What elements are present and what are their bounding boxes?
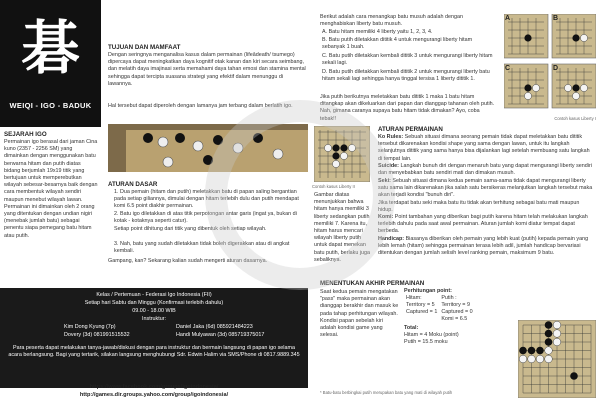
total-putih: Putih = 15.5 moku <box>404 339 448 345</box>
tujuan-body-2: Hal tersebut dapat diperoleh dengan lamanya jam terbang dalam berlatih igo. <box>108 103 293 109</box>
capture-outro: Jika putih berikutnya meletakkan batu dititik 1 maka 1 batu hitam ditangkap akan dikeluarkan dari papan dan dianggap tahanan oleh putih. Nah, gimana caranya supaya batu hitam tidak dimakan? Ayo, coba tebak!! <box>320 94 495 122</box>
rule-text: Point tambahan yang diberikan bagi putih karena hitam telah melakukan langkah terlebih dahulu pada saat awal permainan. Aturan jumlah komi diatur tempat dapat berbeda. <box>378 214 588 235</box>
calc-putih-komi: Komi = 6.5 <box>441 316 468 322</box>
aturan-item: 3. Nah, batu yang sudah diletakkan tidak boleh digerakkan atau di angkat kembali. <box>114 241 290 255</box>
instructor: Kim Dong Kyung (7p) <box>64 324 116 330</box>
stone-white <box>163 157 173 167</box>
calc-hitam-label: Hitam: <box>406 295 422 301</box>
capture-item: D. Batu putih diletakkan kembali dititik 2 untuk mengurangi liberty batu hitam sekali lagi sehingga hanya tinggal tersisa 1 liberty dititik 1. <box>322 69 490 83</box>
aturan-item: 2. Batu igo diletakkan di atas titik perpotongan antar garis (ingat ya, bukan di kotak - kotaknya seperti catur). <box>114 211 297 225</box>
instructor: Daniel Jaka (6d) 085921484223 <box>176 324 253 330</box>
capture-item: C. Batu putih diletakkan kembali dititik 3 untuk mengurangi liberty hitam sekali lagi. <box>322 53 493 67</box>
liberty-board-a <box>504 14 548 58</box>
instructor-title: Instruktur: <box>142 316 166 322</box>
instructor: Handi Mulyawan (3d) 085719375017 <box>176 332 265 338</box>
rule-seki <box>378 178 594 200</box>
rule-text: Sebuah situasi dimana seorang pemain tidak dapat meletakkan batu dititik tersebut dikarenakan kondisi shape yang sama dengan lawan, untuk itu langkah selanjutnya dititik yang sama hanya bisa dijalankan lagi setelah membuang satu langkah di tempat lain. <box>378 134 590 162</box>
calc-putih-territory: Territory = 9 <box>441 302 470 308</box>
rule-text: Jika terdapat batu seki maka batu itu tidak akan terhitung sebagai batu mati maupun hidup. <box>378 200 580 214</box>
calc-hitam-captured: Captured = 1 <box>406 309 438 315</box>
total-hitam: Hitam = 4 Moku (point) <box>404 332 459 338</box>
aturan-permainan-title: ATURAN PERMAINAN <box>378 126 443 133</box>
go-kanji-logo: 碁 <box>21 14 80 82</box>
schedule-line1: Kelas / Pertemuan - Federasi Igo Indonesia (FII) <box>96 292 212 298</box>
aturan-dasar-title: ATURAN DASAR <box>108 181 158 188</box>
copyright-watermark <box>205 100 395 290</box>
rule-handicap <box>378 236 594 258</box>
aturan-item: 1. Dua pemain (hitam dan putih) meletakkan batu di papan saling bergantian pada setiap giliannya, dimulai dengan hitam terlebih dulu dan putih mendapat komi 6.5 point diakhir permainan. <box>114 189 299 210</box>
liberty-ii-body: Gambar diatas menunjukkan bahwa hitam hanya memiliki 3 liberty sedangkan putih memiliki 7. Karena itu, hitam harus mencari wilayah liberty putih untuk dapat menekan batu putih, berlaku juga sebaliknya. <box>314 192 371 263</box>
calc-title: Perhitungan point: <box>404 288 452 294</box>
capture-item: B. Batu putih diletakkan dititik 4 untuk mengurangi liberty hitam sebanyak 1 buah. <box>322 37 473 51</box>
rule-term: Komi: <box>378 214 394 220</box>
rule-text: Biasanya diberikan oleh pemain yang lebih kuat (putih) kepada pemain yang lebih lemah (hitam) sehingga permainan terasa lebih adil, jumlah handicap bervariasi ditentukan dengan jumlah selisih level ranking pemain, maksimum 9 batu. <box>378 236 589 257</box>
stone-black <box>143 133 153 143</box>
rule-term: Suicide: <box>378 163 399 169</box>
liberty-board-d <box>552 64 596 108</box>
logo-subtitle: WEIQI - IGO - BADUK <box>9 101 92 110</box>
calc-hitam-territory: Territory = 5 <box>406 302 435 308</box>
calc-table <box>404 295 475 323</box>
yahoo-link[interactable]: http://games.dir.groups.yahoo.com/group/igoindonesia/ <box>79 392 229 398</box>
stone-white <box>193 141 203 151</box>
rule-text: Sebuah situasi dimana kedua pemain sama-sama tidak dapat mengurangi liberty satu sama lain dikarenakan jika salah satu bersikeras melanjutkan langkah tersebut maka akan terjadi kondisi "bunuh diri". <box>378 178 593 199</box>
sejarah-body: Permainan igo berasal dari jaman Cina kuno (2357 - 2256 SM) yang dimainkan dengan menggunakan batu berwarna hitam dan putih diatas bidang berjumlah 19x19 titik yang bertujuan untuk memperebutkan wilayah sebesar-besarnya baik dengan cara membentuk wilayah sendiri maupun menebut wilayah lawan. Permainan ini dimainkan oleh 2 orang yang ditentukan dengan undian nigiri (menebak jumlah batu) sebagai penentu siapa pemegang batu hitam atau putih. <box>4 139 98 239</box>
stone-white <box>158 137 168 147</box>
rule-term: Seki: <box>378 178 391 184</box>
diagram-label-a: A <box>505 15 511 22</box>
liberty-diagrams <box>504 14 596 114</box>
liberty-board-c <box>504 64 548 108</box>
point-calculation <box>404 288 514 346</box>
rule-term: Ko Rules: <box>378 134 404 140</box>
schedule-line2: Setiap hari Sabtu dan Minggu (Konfirmasi terlebih dahulu) <box>84 300 224 306</box>
tujuan-body: Dengan seringnya menganalisa kasus dalam permainan (lifeâdeath/ tsumego) dipercaya dapat meningkatkan daya kognitif otak kanan dan kiri secara seimbang, dan melatih daya imajinasi serta memahami daya tahan emosi dan stamina mental sehingga dapat tercipta suasana strategi yang efektif dalam menunggu di lawannya. <box>108 52 306 87</box>
schedule-notice: Para peserta dapat melakukan tanya-jawab/diskusi dengan para instruktur dan bermain langsung di papan igo selama acara berlangsung. Bagi yang tertarik, silakan langsung menghubungi Sdr. Edwin Halim via SMS/Phone di 0817.9889.345 <box>8 345 300 359</box>
capture-intro: Berikut adalah cara menangkap batu musuh adalah dengan menghabiskan liberty batu musuh. <box>320 14 463 28</box>
facebook-link[interactable]: https://www.facebook.com/groups/igoindonesia/ <box>89 384 219 390</box>
total-title: Total: <box>404 325 419 331</box>
rule-ko <box>378 134 594 163</box>
aturan-item: Setiap point dihitung dari titik yang dibentuk oleh setiap wilayah. <box>114 226 267 232</box>
endgame-svg <box>518 320 596 398</box>
akhir-title: MENENTUKAN AKHIR PERMAINAN <box>320 280 425 287</box>
diagram-label-b: B <box>553 15 559 22</box>
tujuan-title: TUJUAN DAN MAMFAAT <box>108 44 181 51</box>
rule-term: Handicap: <box>378 236 405 242</box>
diagram-label-d: D <box>553 65 559 72</box>
rule-seki-note <box>378 200 594 214</box>
instructor: Dovery (3d) 081991515532 <box>64 332 130 338</box>
liberty-board-b <box>552 14 596 58</box>
liberty-caption: Contoh kasus Liberty I <box>554 116 596 121</box>
rule-text: Langkah bunuh diri dengan menaruh batu yang dapat mengurangi liberty sendiri dan menyebabkan batu sendiri mati dan dimakan musuh. <box>378 163 592 177</box>
liberty-ii-caption: Contoh kasus Liberty II <box>312 184 355 189</box>
rule-komi <box>378 214 594 236</box>
sejarah-title: SEJARAH IGO <box>4 131 47 138</box>
capture-item: A. Batu hitam memiliki 4 liberty yaitu 1, 2, 3, 4. <box>322 29 433 35</box>
endgame-board <box>518 320 596 398</box>
aturan-closing: Gampang, kan? Sekarang kalian sudah mengerti aturan dasarnya. <box>108 258 268 264</box>
diagram-label-c: C <box>505 65 511 72</box>
akhir-note: * Batu-batu berbingkai putih merupakan batu yang mati di wilayah putih <box>320 390 453 395</box>
stone-black <box>175 133 185 143</box>
calc-putih-label: Putih : <box>441 295 457 301</box>
calc-putih-captured: Captured = 0 <box>441 309 473 315</box>
liberty-boards <box>504 14 596 114</box>
schedule-line3: 09.00 - 18.00 WIB <box>132 308 176 314</box>
akhir-body: Saat kedua pemain mengatakan "pass" maka permainan akan dianggap berakhir dan masuk ke pada tahap perhitungan wilayah. Kondisi papan sebelah kiri adalah kondisi game yang selesai. <box>320 289 399 339</box>
rule-suicide <box>378 163 594 177</box>
